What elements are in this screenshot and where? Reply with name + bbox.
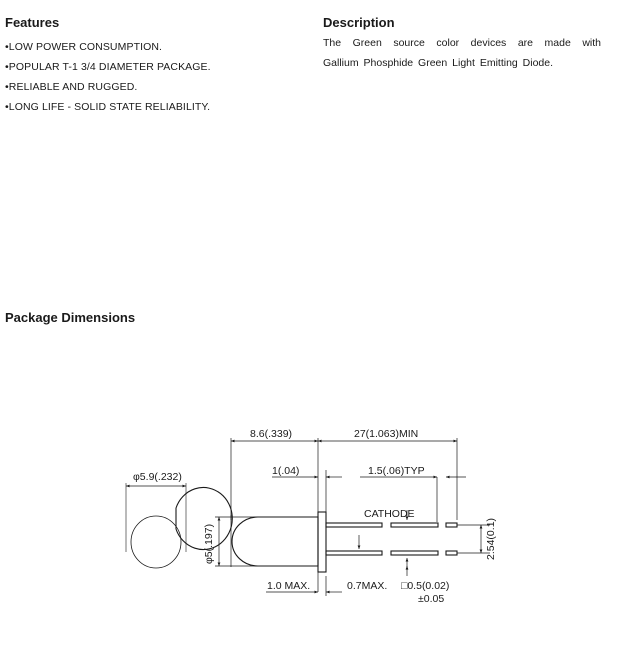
led-front-view [126,483,232,568]
feature-item: • RELIABLE AND RUGGED. [5,77,211,97]
lens-diameter-label: φ5.9(.232) [133,471,182,483]
body-length-label: 8.6(.339) [250,428,293,440]
description-heading: Description [323,15,395,30]
led-side-view [232,512,457,572]
standoff-label: 1.5(.06)TYP [368,465,425,477]
lead-section-label: □0.5(0.02) [401,580,450,592]
package-dimensions-heading: Package Dimensions [5,310,136,325]
cathode-label: CATHODE [364,508,415,520]
flange-max-label: 1.0 MAX. [267,580,311,592]
lead-length-label: 27(1.063)MIN [354,428,419,440]
bump-max-label: 0.7MAX. [347,580,388,592]
features-heading: Features [5,15,60,30]
dimension-lines [215,438,490,596]
flange-label: 1(.04) [272,465,300,477]
feature-item: • POPULAR T-1 3/4 DIAMETER PACKAGE. [5,57,211,77]
feature-item: • LONG LIFE - SOLID STATE RELIABILITY. [5,97,211,117]
description-line-2: Gallium Phosphide Green Light Emitting Diode. [323,57,554,69]
description-line-1: The Green source color devices are made with [323,37,601,49]
body-diameter-label: φ5(.197) [203,523,215,564]
feature-item: • LOW POWER CONSUMPTION. [5,37,211,57]
lead-tolerance-label: ±0.05 [418,593,445,605]
lead-spacing-label: 2.54(0.1) [485,517,497,560]
